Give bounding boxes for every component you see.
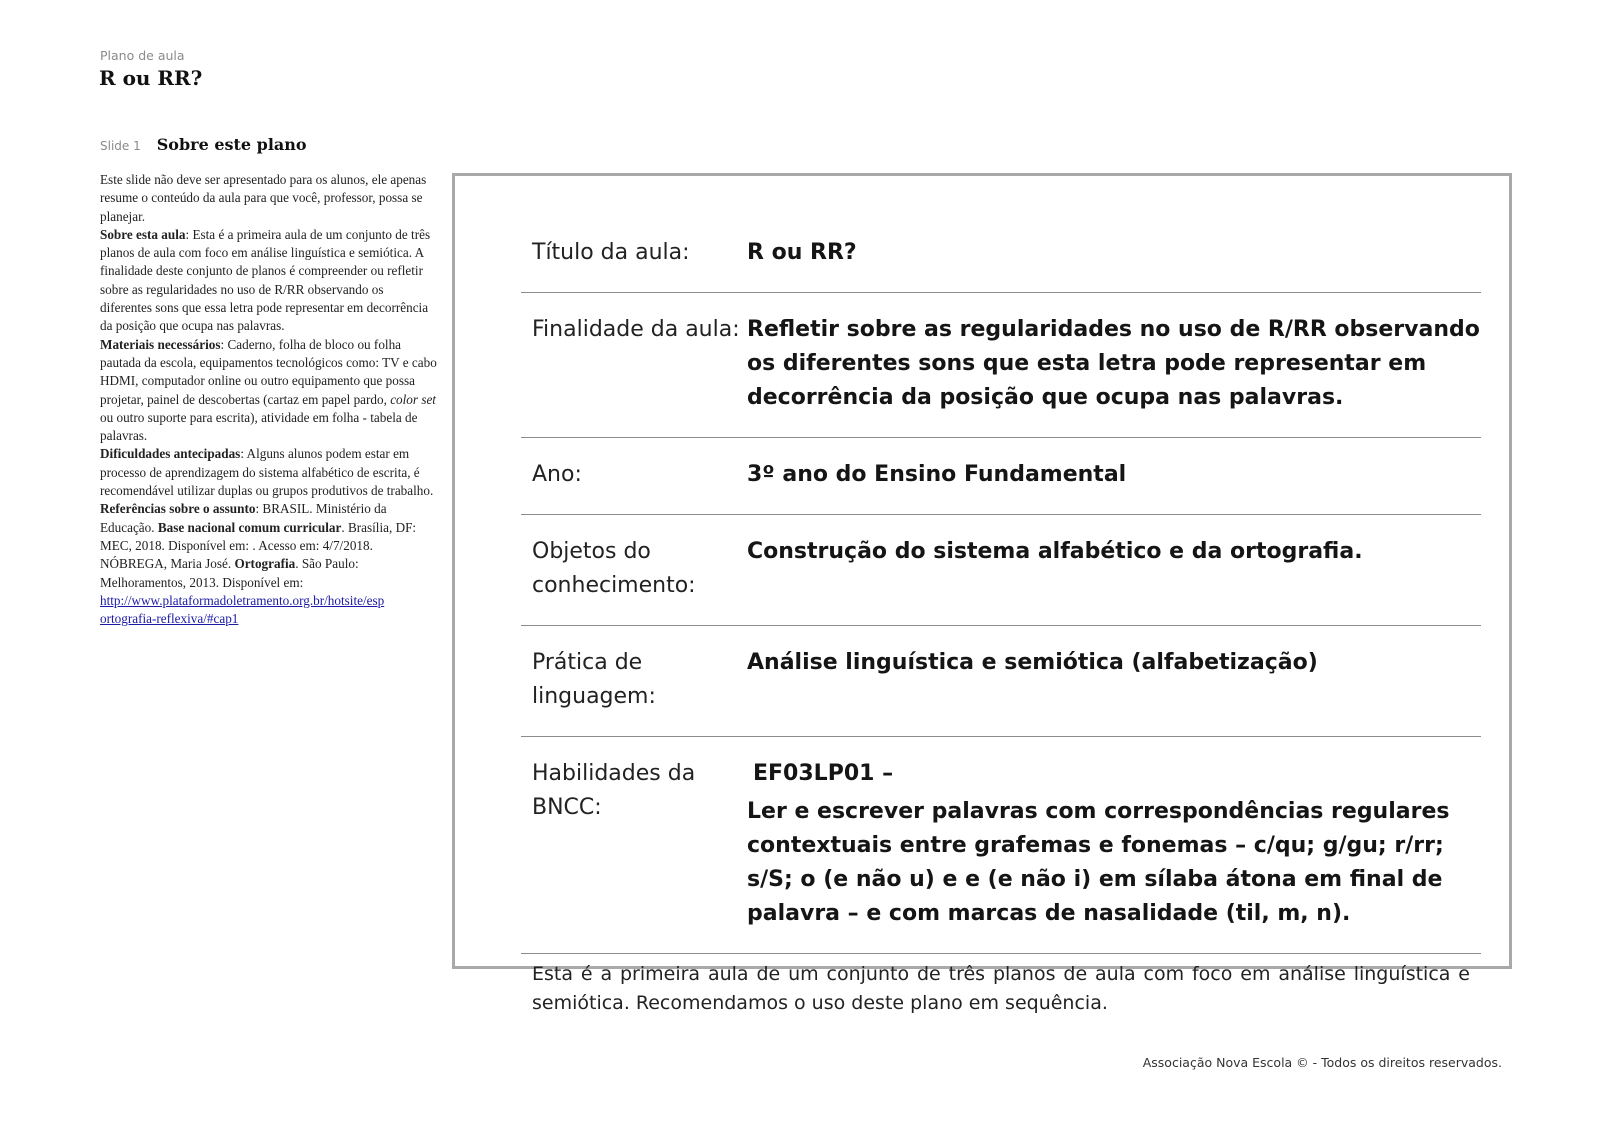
pratica-value: Análise linguística e semiótica (alfabetização)	[747, 650, 1318, 675]
notes-dificuldades	[100, 445, 438, 500]
notes-referencias-text-1: : BRASIL. Ministério da Educação.	[100, 501, 387, 535]
notes-intro: Este slide não deve ser apresentado para os alunos, ele apenas resume o conteúdo da aula para que você, professor, possa se planejar.	[100, 172, 427, 224]
titulo-label: Título da aula:	[532, 240, 690, 265]
document-title: R ou RR?	[99, 66, 203, 90]
notes-referencias	[100, 500, 438, 555]
finalidade-label: Finalidade da aula:	[532, 317, 740, 342]
notes-sobre	[100, 226, 438, 336]
reference-link[interactable]	[100, 592, 452, 610]
habilidades-value: Ler e escrever palavras com correspondências regulares contextuais entre grafemas e fonemas – c/qu; g/gu; r/rr; s/S; o (e não u) e e (e não i) em sílaba átona em final de palavra – e com marcas de nasalidade (til, m, n).	[747, 799, 1450, 926]
notes-nobrega-text-2: . São Paulo: Melhoramentos, 2013. Disponível em:	[100, 556, 359, 590]
notes-referencias-text-2: . Brasília, DF: MEC, 2018. Disponível em: . Acesso em: 4/7/2018.	[100, 519, 417, 553]
notes-sobre-label: Sobre esta aula	[100, 226, 186, 242]
notes-nobrega-bold: Ortografia	[234, 556, 296, 572]
row-pratica	[521, 626, 1481, 737]
slide-preview	[452, 173, 1512, 1014]
objetos-label: Objetos do conhecimento:	[532, 539, 696, 598]
slide-heading: Sobre este plano	[156, 135, 307, 154]
reference-link-line-2: ortografia-reflexiva/#cap1	[100, 611, 239, 627]
reference-link-continued[interactable]	[100, 610, 452, 628]
sequence-note: Esta é a primeira aula de um conjunto de três planos de aula com foco em análise linguística e semiótica. Recomendamos o uso deste plano em sequência.	[532, 963, 1470, 1014]
notes-sobre-text: : Esta é a primeira aula de um conjunto de três planos de aula com foco em análise linguística e semiótica. A finalidade deste conjunto de planos é compreender ou refletir sobre as regularidades no uso de R/RR observando os diferentes sons que essa letra pode representar em decorrência da posição que ocupa nas palavras.	[100, 226, 431, 334]
slide-heading-row	[100, 135, 307, 154]
notes-materiais-italic: color set	[390, 391, 436, 407]
habilidades-code: EF03LP01 –	[753, 761, 894, 786]
teacher-notes	[100, 171, 438, 628]
document-kicker: Plano de aula	[100, 48, 185, 63]
ano-value: 3º ano do Ensino Fundamental	[747, 462, 1127, 487]
copyright: Associação Nova Escola © - Todos os direitos reservados.	[1142, 1055, 1502, 1070]
row-titulo	[521, 216, 1481, 293]
notes-dificuldades-label: Dificuldades antecipadas	[100, 446, 241, 462]
notes-referencias-label: Referências sobre o assunto	[100, 501, 256, 517]
finalidade-value: Refletir sobre as regularidades no uso de R/RR observando os diferentes sons que esta letra pode representar em decorrência da posição que ocupa nas palavras.	[747, 317, 1480, 410]
notes-materiais-label: Materiais necessários	[100, 336, 221, 352]
habilidades-label: Habilidades da BNCC:	[532, 761, 696, 820]
titulo-value: R ou RR?	[747, 240, 857, 265]
row-objetos	[521, 515, 1481, 626]
notes-materiais-text-2: ou outro suporte para escrita), atividade em folha - tabela de palavras.	[100, 409, 418, 444]
objetos-value: Construção do sistema alfabético e da ortografia.	[747, 539, 1363, 564]
notes-nobrega	[100, 555, 438, 592]
habilidades-value-cell	[747, 757, 1481, 931]
row-ano	[521, 438, 1481, 515]
lesson-info-table	[521, 216, 1481, 1017]
notes-materiais	[100, 336, 438, 446]
slide-number: Slide 1	[100, 139, 141, 153]
row-finalidade	[521, 293, 1481, 438]
notes-materiais-text-1: : Caderno, folha de bloco ou folha pautada da escola, equipamentos tecnológicos como: TV e cabo HDMI, computador online ou outro equipamento que possa projetar, painel de descobertas (cartaz em papel pardo,	[100, 336, 437, 407]
row-habilidades	[521, 737, 1481, 954]
pratica-label: Prática de linguagem:	[532, 650, 656, 709]
ano-label: Ano:	[532, 462, 582, 487]
notes-nobrega-text-1: NÓBREGA, Maria José.	[100, 556, 235, 572]
notes-dificuldades-text: : Alguns alunos podem estar em processo de aprendizagem do sistema alfabético de escrita, é recomendável utilizar duplas ou grupos produtivos de trabalho.	[100, 446, 434, 499]
reference-link-line-1: http://www.plataformadoletramento.org.br/hotsite/esp	[100, 592, 385, 608]
notes-referencias-bold: Base nacional comum curricular	[157, 519, 342, 535]
